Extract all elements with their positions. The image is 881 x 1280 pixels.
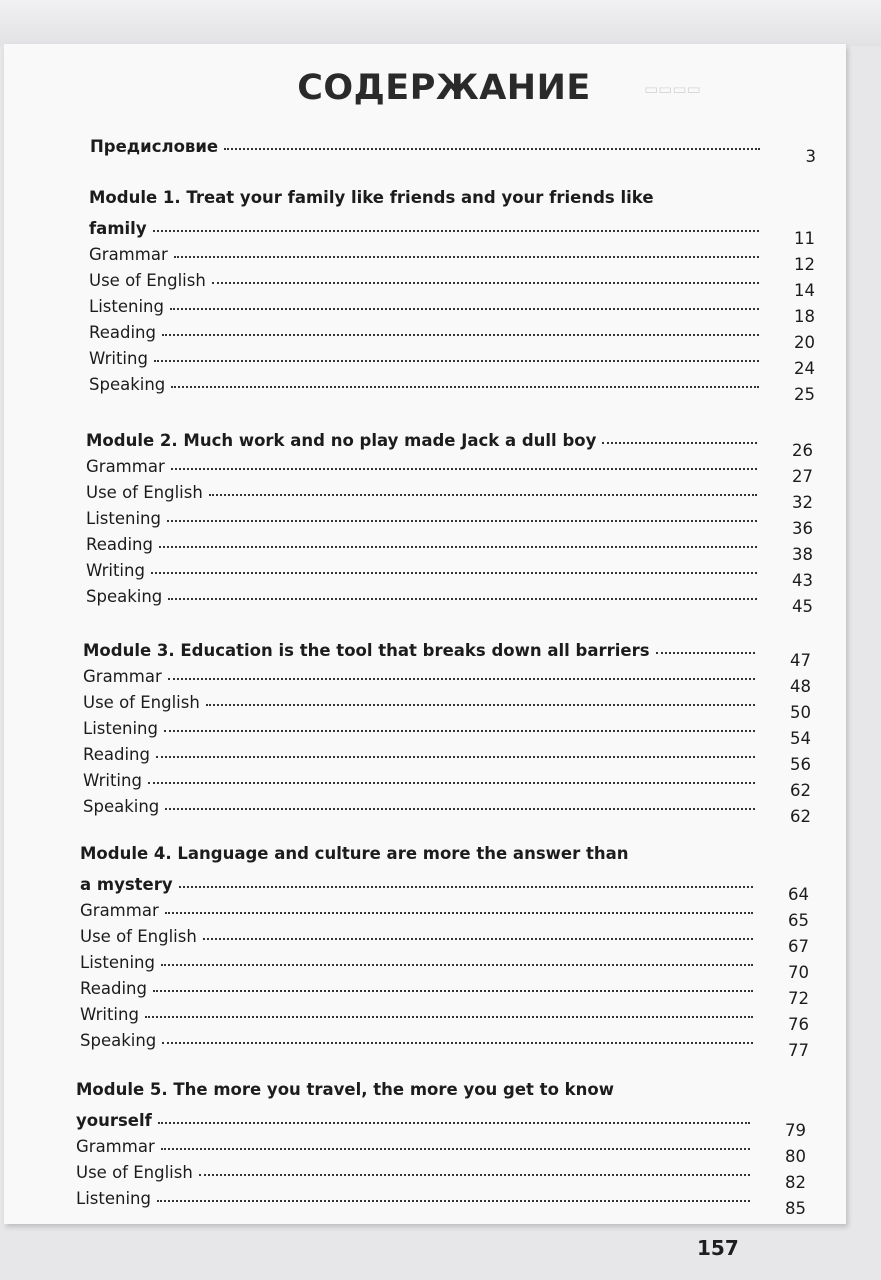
- module-title-line[interactable]: Module 5. The more you travel, the more you get to know: [76, 1080, 614, 1099]
- toc-entry-label: Speaking: [86, 587, 163, 606]
- module-title-line: yourself: [76, 1111, 152, 1130]
- toc-entry[interactable]: [80, 946, 809, 982]
- toc-entry[interactable]: [76, 1182, 806, 1218]
- toc-entry[interactable]: [83, 660, 811, 696]
- toc-entry-page: 48: [790, 677, 811, 696]
- toc-entry[interactable]: [89, 316, 815, 352]
- leader-dots: [168, 597, 757, 600]
- toc-entry-label: Listening: [89, 297, 164, 316]
- toc-entry[interactable]: [89, 290, 815, 326]
- toc-entry[interactable]: [83, 738, 811, 774]
- toc-entry-page: 11: [794, 229, 815, 248]
- table-of-contents: [4, 44, 846, 1224]
- toc-entry-label: Listening: [80, 953, 155, 972]
- toc-entry[interactable]: [89, 238, 815, 274]
- toc-entry-page: 50: [790, 703, 811, 722]
- toc-entry-label: Grammar: [89, 245, 168, 264]
- toc-entry-page: 43: [792, 571, 813, 590]
- toc-entry[interactable]: [89, 264, 815, 300]
- module-title-line: Module 3. Education is the tool that breaks down all barriers: [83, 641, 650, 660]
- toc-entry-label: Reading: [80, 979, 147, 998]
- toc-entry[interactable]: [80, 1024, 809, 1060]
- leader-dots: [165, 807, 755, 810]
- toc-entry-label: Speaking: [89, 375, 166, 394]
- toc-entry-label: Use of English: [86, 483, 203, 502]
- leader-dots: [224, 147, 760, 150]
- toc-entry-page: 79: [785, 1121, 806, 1140]
- toc-entry-page: 32: [792, 493, 813, 512]
- leader-dots: [162, 1041, 753, 1044]
- toc-entry-label: Writing: [89, 349, 148, 368]
- book-page: [4, 44, 846, 1224]
- toc-entry[interactable]: [83, 686, 811, 722]
- toc-entry-page: 12: [794, 255, 815, 274]
- toc-entry-page: 70: [788, 963, 809, 982]
- toc-entry-page: 62: [790, 807, 811, 826]
- toc-entry-page: 27: [792, 467, 813, 486]
- toc-entry-label: Listening: [86, 509, 161, 528]
- toc-entry[interactable]: [83, 790, 811, 826]
- toc-entry[interactable]: [76, 1156, 806, 1192]
- toc-entry-label: Use of English: [76, 1163, 193, 1182]
- leader-dots: [171, 385, 759, 388]
- leader-dots: [171, 467, 757, 470]
- toc-entry[interactable]: [86, 528, 813, 564]
- module-title-line: a mystery: [80, 875, 173, 894]
- toc-entry[interactable]: [80, 998, 809, 1034]
- toc-entry[interactable]: [86, 554, 813, 590]
- toc-entry-page: 85: [785, 1199, 806, 1218]
- toc-entry-label: Use of English: [83, 693, 200, 712]
- toc-entry-label: Speaking: [80, 1031, 157, 1050]
- leader-dots: [179, 885, 753, 888]
- module-title-line: family: [89, 219, 147, 238]
- toc-entry-page: 47: [790, 651, 811, 670]
- toc-entry-page: 54: [790, 729, 811, 748]
- leader-dots: [203, 937, 753, 940]
- toc-entry-page: 14: [794, 281, 815, 300]
- toc-entry-label: Writing: [86, 561, 145, 580]
- leader-dots: [656, 651, 755, 654]
- leader-dots: [145, 1015, 753, 1018]
- toc-entry-page: 80: [785, 1147, 806, 1166]
- toc-entry-label: Grammar: [86, 457, 165, 476]
- show-through-mark: ▭▭▭▭: [644, 80, 701, 98]
- toc-entry-page: 72: [788, 989, 809, 1008]
- toc-entry-label: Writing: [80, 1005, 139, 1024]
- toc-entry[interactable]: [86, 502, 813, 538]
- toc-entry[interactable]: [89, 368, 815, 404]
- toc-entry-label: Grammar: [80, 901, 159, 920]
- toc-entry-page: 65: [788, 911, 809, 930]
- toc-module-3: [83, 634, 811, 826]
- toc-entry-page: 20: [794, 333, 815, 352]
- leader-dots: [161, 963, 753, 966]
- leader-dots: [156, 755, 755, 758]
- page-number: 157: [697, 1236, 739, 1260]
- toc-entry-page: 38: [792, 545, 813, 564]
- toc-entry-page: 77: [788, 1041, 809, 1060]
- toc-entry-preface[interactable]: [90, 130, 816, 166]
- toc-entry-page: 26: [792, 441, 813, 460]
- leader-dots: [148, 781, 755, 784]
- toc-entry-label: Writing: [83, 771, 142, 790]
- leader-dots: [206, 703, 755, 706]
- toc-module-5: [76, 1080, 806, 1218]
- module-title-line[interactable]: Module 1. Treat your family like friends and your friends like: [89, 188, 654, 207]
- leader-dots: [165, 911, 753, 914]
- leader-dots: [212, 281, 759, 284]
- toc-entry-page: 64: [788, 885, 809, 904]
- toc-entry[interactable]: [86, 450, 813, 486]
- leader-dots: [162, 333, 759, 336]
- toc-module-2: [86, 424, 813, 616]
- leader-dots: [164, 729, 755, 732]
- toc-entry-page: 24: [794, 359, 815, 378]
- toc-entry-label: Use of English: [80, 927, 197, 946]
- toc-entry-label: Reading: [83, 745, 150, 764]
- leader-dots: [199, 1173, 750, 1176]
- toc-entry[interactable]: [80, 920, 809, 956]
- toc-entry-page: 56: [790, 755, 811, 774]
- toc-entry-module-heading[interactable]: [83, 634, 811, 670]
- leader-dots: [174, 255, 759, 258]
- toc-entry-label: Предисловие: [90, 137, 219, 156]
- toc-entry[interactable]: [80, 972, 809, 1008]
- leader-dots: [168, 677, 755, 680]
- toc-entry-label: Reading: [89, 323, 156, 342]
- toc-entry-page: 18: [794, 307, 815, 326]
- toc-entry-module-heading[interactable]: [86, 424, 813, 460]
- toc-entry-page: 67: [788, 937, 809, 956]
- toc-entry-label: Speaking: [83, 797, 160, 816]
- leader-dots: [151, 571, 757, 574]
- toc-entry[interactable]: [86, 476, 813, 512]
- toc-entry-page: 76: [788, 1015, 809, 1034]
- leader-dots: [209, 493, 757, 496]
- leader-dots: [158, 1121, 750, 1124]
- toc-entry-label: Use of English: [89, 271, 206, 290]
- module-title-line[interactable]: Module 4. Language and culture are more the answer than: [80, 844, 629, 863]
- scan-background: [0, 0, 881, 46]
- toc-entry-page: 62: [790, 781, 811, 800]
- leader-dots: [153, 989, 753, 992]
- toc-entry-page: 25: [794, 385, 815, 404]
- toc-entry[interactable]: [86, 580, 813, 616]
- page-title: СОДЕРЖАНИЕ: [297, 68, 591, 108]
- leader-dots: [157, 1199, 750, 1202]
- toc-entry[interactable]: [83, 712, 811, 748]
- toc-entry-label: Grammar: [83, 667, 162, 686]
- toc-entry-label: Listening: [76, 1189, 151, 1208]
- toc-module-4: [80, 844, 809, 1060]
- leader-dots: [167, 519, 757, 522]
- toc-entry-module-heading[interactable]: [80, 868, 809, 904]
- leader-dots: [602, 441, 757, 444]
- toc-entry-label: Grammar: [76, 1137, 155, 1156]
- toc-entry[interactable]: [83, 764, 811, 800]
- toc-entry[interactable]: [76, 1130, 806, 1166]
- module-title-line: Module 2. Much work and no play made Jack a dull boy: [86, 431, 597, 450]
- toc-entry-page: 45: [792, 597, 813, 616]
- toc-entry-page: 3: [805, 147, 816, 166]
- toc-entry[interactable]: [89, 342, 815, 378]
- leader-dots: [170, 307, 759, 310]
- leader-dots: [161, 1147, 750, 1150]
- toc-entry-page: 82: [785, 1173, 806, 1192]
- toc-entry-label: Reading: [86, 535, 153, 554]
- leader-dots: [159, 545, 757, 548]
- toc-module-1: [89, 188, 815, 404]
- toc-entry-label: Listening: [83, 719, 158, 738]
- leader-dots: [153, 229, 759, 232]
- toc-entry-page: 36: [792, 519, 813, 538]
- toc-entry-module-heading[interactable]: [89, 212, 815, 248]
- toc-entry[interactable]: [80, 894, 809, 930]
- leader-dots: [154, 359, 759, 362]
- toc-entry-module-heading[interactable]: [76, 1104, 806, 1140]
